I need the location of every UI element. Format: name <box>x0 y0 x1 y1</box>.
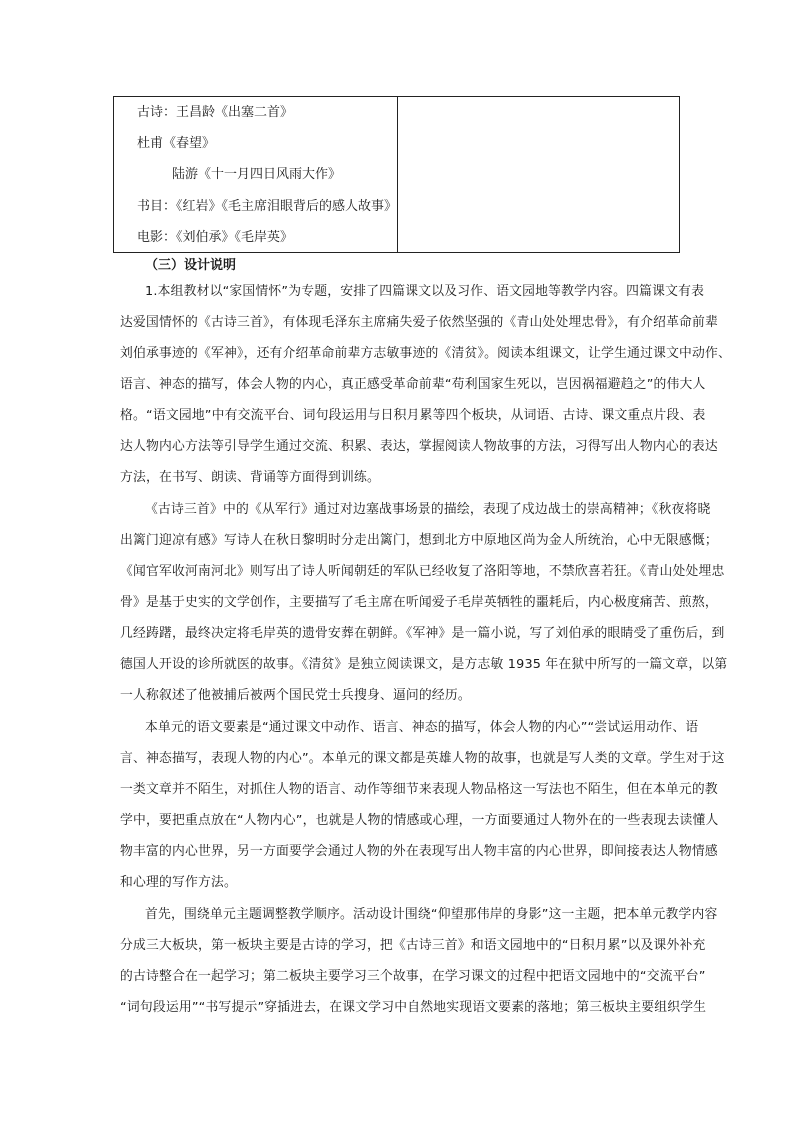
body-line: 刘伯承事迹的《军神》，还有介绍革命前辈方志敏事迹的《清贫》。阅读本组课文，让学生通过课文中动作、 <box>120 346 732 361</box>
body-line: 骨》是基于史实的文学创作，主要描写了毛主席在听闻爱子毛岸英牺牲的噩耗后，内心极度痛苦、煎熬， <box>120 595 718 610</box>
body-line: 1.本组教材以“家国情怀”为专题，安排了四篇课文以及习作、语文园地等教学内容。四篇课文有表 <box>145 284 705 299</box>
body-line: 《古诗三首》中的《从军行》通过对边塞战事场景的描绘，表现了戍边战士的崇高精神；《秋夜将晓 <box>145 502 711 517</box>
body-line: 《闻官军收河南河北》则写出了诗人听闻朝廷的军队已经收复了洛阳等地，不禁欣喜若狂。《青山处处埋忠 <box>120 564 725 579</box>
resource-line-poems: 古诗：王昌龄《出塞二首》 <box>137 105 294 120</box>
body-line: 方法，在书写、朗读、背诵等方面得到训练。 <box>120 470 380 485</box>
resource-table <box>113 96 680 253</box>
body-line: 一类文章并不陌生，对抓住人物的语言、动作等细节来表现人物品格这一写法也不陌生，但在本单元的教 <box>120 782 718 797</box>
resource-line-dufu: 杜甫《春望》 <box>137 136 216 151</box>
resource-line-films: 电影：《刘伯承》《毛岸英》 <box>137 230 294 245</box>
body-line: 学中，要把重点放在“人物内心”，也就是人物的情感或心理，一方面要通过人物外在的一些表现去读懂人 <box>120 813 719 828</box>
body-line: 和心理的写作方法。 <box>120 875 237 890</box>
body-line: 分成三大板块，第一板块主要是古诗的学习，把《古诗三首》和语文园地中的“日积月累”以及课外补充 <box>120 938 706 953</box>
body-line: 出篱门迎凉有感》写诗人在秋日黎明时分走出篱门，想到北方中原地区尚为金人所统治，心中无限感慨； <box>120 533 718 548</box>
resource-line-luyou: 陆游《十一月四日风雨大作》 <box>172 167 342 182</box>
body-line: 德国人开设的诊所就医的故事。《清贫》是独立阅读课文，是方志敏 1935 年在狱中所写的一篇文章，以第 <box>120 657 728 672</box>
body-line: “词句段运用”“书写提示”穿插进去，在课文学习中自然地实现语文要素的落地；第三板块主要组织学生 <box>120 1000 707 1015</box>
body-line: 语言、神态的描写，体会人物的内心，真正感受革命前辈“苟利国家生死以，岂因祸福避趋之”的伟大人 <box>120 377 706 392</box>
body-line: 几经踌躇，最终决定将毛岸英的遗骨安葬在朝鲜。《军神》是一篇小说，写了刘伯承的眼睛受了重伤后，到 <box>120 626 725 641</box>
body-line: 格。“语文园地”中有交流平台、词句段运用与日积月累等四个板块，从词语、古诗、课文重点片段、表 <box>120 408 706 423</box>
body-line: 物丰富的内心世界，另一方面要学会通过人物的外在表现写出人物丰富的内心世界，即间接表达人物情感 <box>120 844 718 859</box>
body-line: 达爱国情怀的《古诗三首》，有体现毛泽东主席痛失爱子依然坚强的《青山处处埋忠骨》，有介绍革命前辈 <box>120 315 719 330</box>
section-heading: （三）设计说明 <box>145 258 237 273</box>
body-line: 本单元的语文要素是“通过课文中动作、语言、神态的描写，体会人物的内心”“尝试运用动作、语 <box>145 720 699 735</box>
body-line: 首先，围绕单元主题调整教学顺序。活动设计围绕“仰望那伟岸的身影”这一主题，把本单元教学内容 <box>145 907 718 922</box>
table-divider <box>397 97 398 252</box>
body-line: 的古诗整合在一起学习；第二板块主要学习三个故事，在学习课文的过程中把语文园地中的“交流平台” <box>120 969 706 984</box>
resource-line-books: 书目：《红岩》《毛主席泪眼背后的感人故事》 <box>137 199 398 214</box>
body-line: 达人物内心方法等引导学生通过交流、积累、表达，掌握阅读人物故事的方法，习得写出人物内心的表达 <box>120 439 718 454</box>
body-line: 言、神态描写，表现人物的内心”。本单元的课文都是英雄人物的故事，也就是写人类的文章。学生对于这 <box>120 751 725 766</box>
body-line: 一人称叙述了他被捕后被两个国民党士兵搜身、逼问的经历。 <box>120 688 471 703</box>
